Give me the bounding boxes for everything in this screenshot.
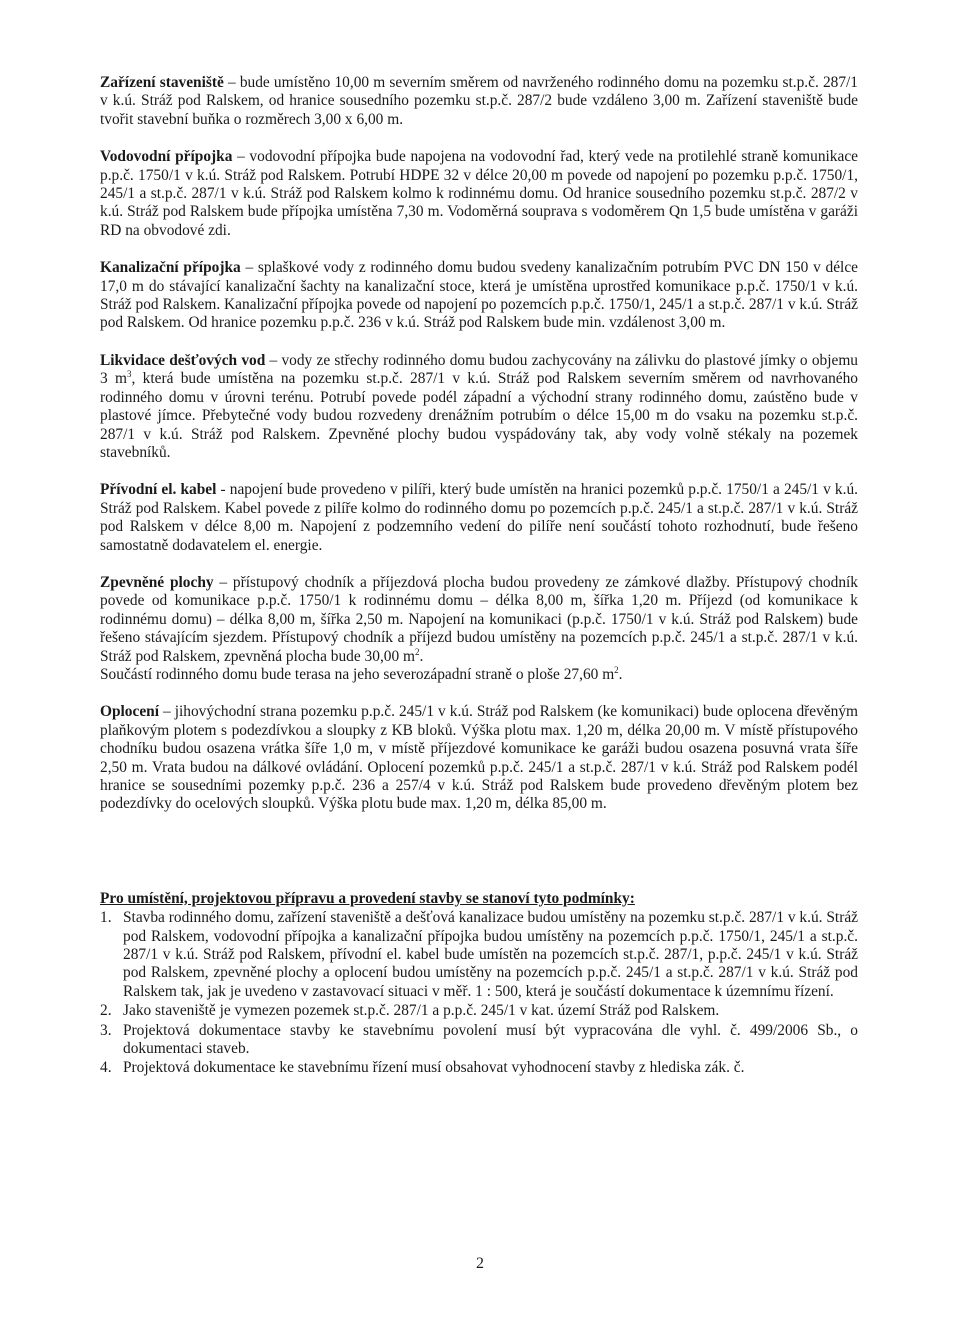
conditions-title: Pro umístění, projektovou přípravu a provedení stavby se stanoví tyto podmínky: [100,889,635,907]
superscript: 2 [614,664,619,675]
condition-item [100,1002,858,1020]
section-zpevnene-plochy [100,574,858,684]
section-heading: Likvidace dešťových vod [100,351,266,369]
section-vodovodni-pripojka [100,148,858,240]
section-text: – vodovodní přípojka bude napojena na vodovodní řad, který vede na protilehlé straně komunikace p.p.č. 1750/1 v k.ú. Stráž pod Ralskem. Potrubí HDPE 32 v délce 20,00 m povede od napojení po pozemku p.p.č. 1750/1, 245/1 a st.p.č. 287/1 v k.ú. Stráž pod Ralskem kolmo k rodinnému domu. Od hranice sousedního pozemku st.p.č. 287/2 v k.ú. Stráž pod Ralskem bude přípojka umístěna 7,30 m. Vodoměrná souprava s vodoměrem Qn 1,5 bude umístěna v garáži RD na obvodové zdi. [100,148,858,239]
conditions-list [100,909,858,1078]
condition-number: 4. [100,1059,112,1077]
section-text: – přístupový chodník a příjezdová plocha budou provedeny ze zámkové dlažby. Přístupový chodník povede od komunikace p.p.č. 1750/1 k rodinnému domu – délka 8,00 m, šířka 1,20 m. Příjezd (od komunikace k rodinnému domu) – délka 8,00 m, šířka 2,50 m. Napojení na komunikaci (p.p.č. 1750/1 v k.ú. Stráž pod Ralskem) bude řešeno stávajícím sjezdem. Přístupový chodník a příjezd budou umístěny na pozemcích p.p.č. 245/1 a st.p.č. 287/1 v k.ú. Stráž pod Ralskem, zpevněná plocha bude 30,00 m [100,573,858,665]
section-text-continued: , která bude umístěna na pozemku st.p.č. 287/1 v k.ú. Stráž pod Ralskem severním směrem od navrhovaného rodinného domu v úrovni terénu. Potrubí povede podél západní a východní strany rodinného domu, zaústěno bude v plastové jímce. Přebytečné vody budou rozvedeny drenážním potrubím o délce 15,00 m do vsaku na pozemku st.p.č. 287/1 v k.ú. Stráž pod Ralskem. Zpevněné plochy budou vyspádovány tak, aby vody volně stékaly na pozemek stavebníků. [100,370,858,461]
section-kanalizacni-pripojka [100,259,858,333]
section-text: - napojení bude provedeno v pilíři, který bude umístěn na hranici pozemků p.p.č. 1750/1 a 245/1 v k.ú. Stráž pod Ralskem. Kabel povede z pilíře kolmo do rodinného domu po pozemcích p.p.č. 245/1 a st.p.č. 287/1 v k.ú. Stráž pod Ralskem v délce 8,00 m. Napojení z podzemního vedení do pilíře není součástí tohoto rozhodnutí, bude řešeno samostatně dodavatelem el. energie. [100,481,859,554]
document-page [100,74,858,1079]
condition-text: Jako staveniště je vymezen pozemek st.p.č. 287/1 a p.p.č. 245/1 v kat. území Stráž pod Ralskem. [123,1002,720,1020]
section-text: – vody ze střechy rodinného domu budou zachycovány na zálivku do plastové jímky o objemu 3 m [100,351,858,388]
condition-item [100,1059,858,1077]
section-zarizeni-stavenistet [100,74,858,129]
section-heading: Kanalizační přípojka [100,259,241,277]
condition-text: Stavba rodinného domu, zařízení staveniště a dešťová kanalizace budou umístěny na pozemku st.p.č. 287/1 v k.ú. Stráž pod Ralskem, vodovodní přípojka a kanalizační přípojka budou umístěny na pozemcích p.p.č. 1750/1, 245/1 a st.p.č. 287/1 v k.ú. Stráž pod Ralskem, přívodní el. kabel bude umístěn na pozemcích st.p.č. 287/1, p.p.č. 245/1 v k.ú. Stráž pod Ralskem, zpevněné plochy a oplocení budou umístěny na pozemcích p.p.č. 245/1 a st.p.č. 287/1 v k.ú. Stráž pod Ralskem tak, jak je uvedeno v zastavovací situaci v měř. 1 : 500, která je součástí dokumentace k územnímu řízení. [123,909,858,1000]
condition-text: Projektová dokumentace ke stavebnímu řízení musí obsahovat vyhodnocení stavby z hlediska zák. č. [123,1059,745,1077]
superscript: 2 [415,646,420,657]
section-extra-line: Součástí rodinného domu bude terasa na jeho severozápadní straně o ploše 27,60 m [100,665,615,683]
section-text: – bude umístěno 10,00 m severním směrem od navrženého rodinného domu na pozemku st.p.č. 287/1 v k.ú. Stráž pod Ralskem, od hranice sousedního pozemku st.p.č. 287/2 bude vzdáleno 3,00 m. Zařízení staveniště bude tvořit stavební buňka o rozměrech 3,00 x 6,00 m. [100,74,859,128]
section-heading: Zpevněné plochy [100,573,214,591]
condition-number: 2. [100,1002,112,1020]
section-oploceni [100,703,858,813]
section-extra-after: . [618,665,623,683]
section-text-continued: . [419,647,424,665]
page-number: 2 [476,1255,484,1272]
condition-item [100,909,858,1001]
condition-text: Projektová dokumentace stavby ke stavebnímu povolení musí být vypracována dle vyhl. č. 499/2006 Sb., o dokumentaci staveb. [123,1021,858,1058]
section-heading: Přívodní el. kabel [100,481,217,499]
section-privodni-kabel [100,481,858,555]
section-heading: Vodovodní přípojka [100,148,233,166]
section-text: – jihovýchodní strana pozemku p.p.č. 245/1 v k.ú. Stráž pod Ralskem (ke komunikaci) bude oplocena dřevěným plaňkovým plotem s podezdívkou a sloupky z KB bloků. Výška plotu max. 1,20 m, délka 20,00 m. V místě přístupového chodníku budou osazena vrátka šíře 1,0 m, v místě příjezdové komunikace ke garáži budou osazena posuvná vrata šíře 2,50 m. Vrata budou na dálkové ovládání. Oplocení pozemků p.p.č. 245/1 a st.p.č. 287/1 v k.ú. Stráž pod Ralskem podél hranice se sousedními pozemky p.p.č. 236 a 257/4 v k.ú. Stráž pod Ralskem bude provedeno dřevěným plotem bez podezdívky do ocelových sloupků. Výška plotu bude max. 1,20 m, délka 85,00 m. [100,703,858,813]
condition-number: 1. [100,909,112,927]
section-text: – splaškové vody z rodinného domu budou svedeny kanalizačním potrubím PVC DN 150 v délce 17,0 m do stávající kanalizační šachty na kanalizační stoce, která je umístěna uprostřed komunikace p.p.č. 1750/1 v k.ú. Stráž pod Ralskem. Kanalizační přípojka povede od napojení po pozemcích p.p.č. 1750/1, 245/1 a st.p.č. 287/1 v k.ú. Stráž pod Ralskem. Od hranice pozemku p.p.č. 236 v k.ú. Stráž pod Ralskem bude min. vzdálenost 3,00 m. [100,259,858,332]
superscript: 3 [126,369,132,380]
section-heading: Oplocení [100,703,159,721]
condition-number: 3. [100,1021,112,1039]
section-heading: Zařízení staveniště [100,74,224,91]
condition-item [100,1022,858,1059]
section-likvidace-destovych-vod [100,352,858,462]
